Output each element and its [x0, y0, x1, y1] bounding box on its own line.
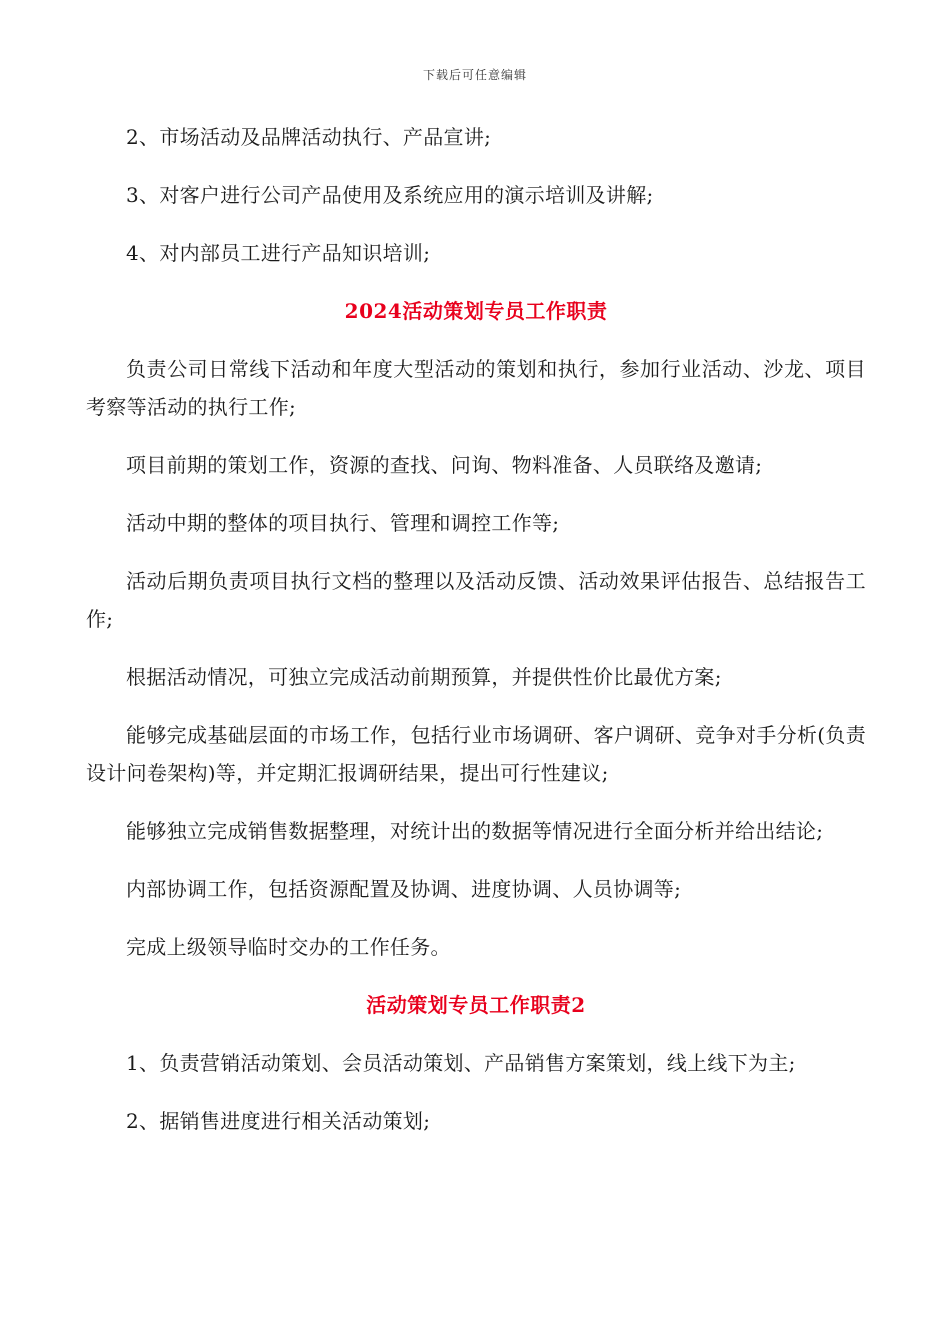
paragraph: 能够独立完成销售数据整理，对统计出的数据等情况进行全面分析并给出结论; — [126, 819, 824, 843]
paragraph: 1、负责营销活动策划、会员活动策划、产品销售方案策划，线上线下为主; — [126, 1051, 796, 1075]
paragraph: 活动中期的整体的项目执行、管理和调控工作等; — [126, 511, 560, 535]
paragraph: 完成上级领导临时交办的工作任务。 — [126, 935, 451, 959]
section-heading: 2024活动策划专员工作职责 — [344, 299, 608, 323]
paragraph: 2、据销售进度进行相关活动策划; — [126, 1109, 431, 1133]
paragraph: 内部协调工作，包括资源配置及协调、进度协调、人员协调等; — [126, 877, 682, 901]
paragraph: 4、对内部员工进行产品知识培训; — [126, 241, 431, 265]
document-body — [86, 118, 866, 1160]
paragraph: 负责公司日常线下活动和年度大型活动的策划和执行，参加行业活动、沙龙、项目考察等活动的执行工作; — [86, 357, 866, 419]
paragraph: 2、市场活动及品牌活动执行、产品宣讲; — [126, 125, 492, 149]
section-heading: 活动策划专员工作职责2 — [366, 993, 586, 1017]
paragraph: 3、对客户进行公司产品使用及系统应用的演示培训及讲解; — [126, 183, 654, 207]
paragraph: 根据活动情况，可独立完成活动前期预算，并提供性价比最优方案; — [126, 665, 722, 689]
paragraph: 活动后期负责项目执行文档的整理以及活动反馈、活动效果评估报告、总结报告工作; — [86, 569, 866, 631]
page-header: 下载后可任意编辑 — [422, 68, 527, 82]
paragraph: 能够完成基础层面的市场工作，包括行业市场调研、客户调研、竞争对手分析(负责设计问卷架构)等，并定期汇报调研结果，提出可行性建议; — [86, 723, 866, 785]
paragraph: 项目前期的策划工作，资源的查找、问询、物料准备、人员联络及邀请; — [126, 453, 763, 477]
